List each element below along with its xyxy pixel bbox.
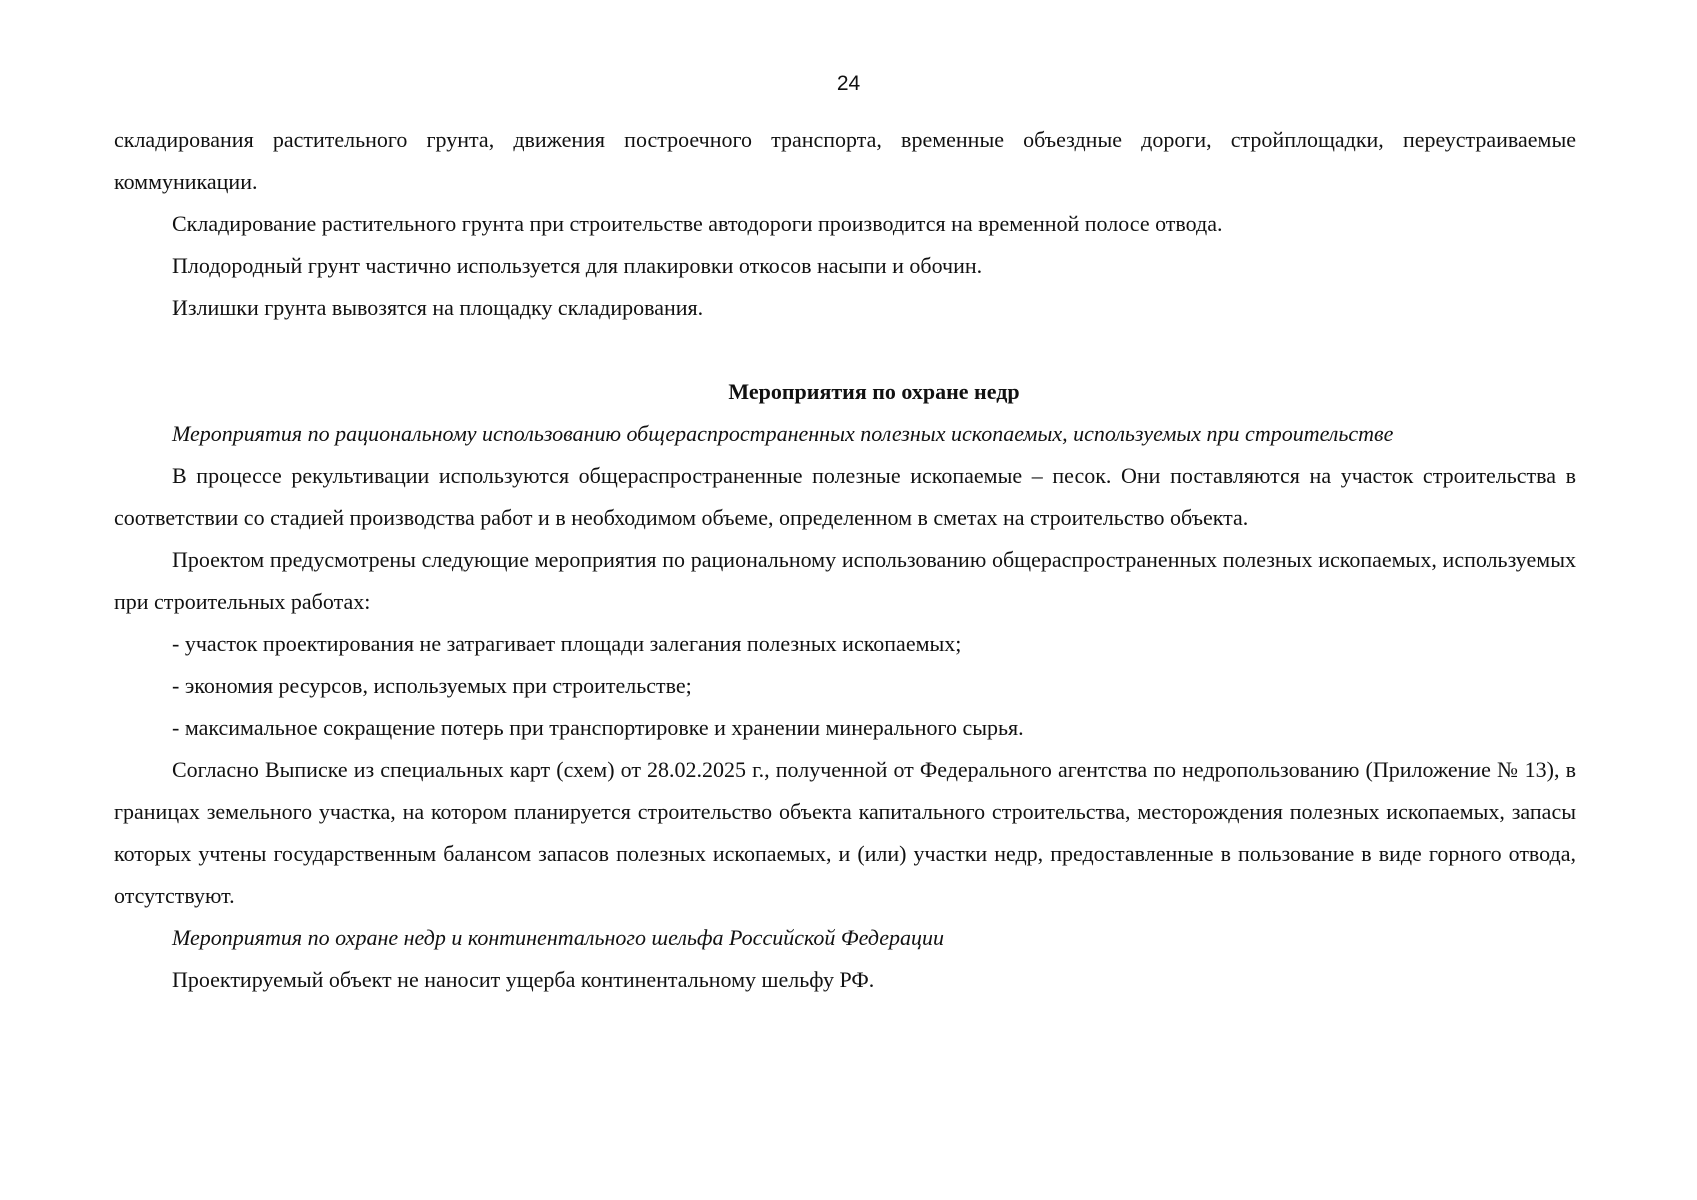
paragraph-shelf: Проектируемый объект не наносит ущерба континентальному шельфу РФ. bbox=[172, 967, 875, 992]
paragraph-fertile-soil: Плодородный грунт частично используется для плакировки откосов насыпи и обочин. bbox=[172, 253, 983, 278]
paragraph-excess-soil: Излишки грунта вывозятся на площадку складирования. bbox=[172, 295, 704, 320]
list-item: - экономия ресурсов, используемых при строительстве; bbox=[172, 673, 692, 698]
paragraph-extract: Согласно Выписке из специальных карт (схем) от 28.02.2025 г., полученной от Федерального агентства по недропользованию (Приложение № 13), в границах земельного участка, на котором планируется строительство объекта капитального строительства, месторождения полезных ископаемых, запасы которых учтены государственным балансом запасов полезных ископаемых, и (или) участки недр, предоставленные в пользование в виде горного отвода, отсутствуют. bbox=[114, 757, 1576, 908]
section-heading: Мероприятия по охране недр bbox=[728, 379, 1020, 404]
section-spacer bbox=[114, 329, 1576, 371]
paragraph-continuation: складирования растительного грунта, движения построечного транспорта, временные объездные дороги, стройплощадки, переустраиваемые коммуникации. bbox=[114, 127, 1576, 194]
paragraph-recultivation: В процессе рекультивации используются общераспространенные полезные ископаемые – песок. Они поставляются на участок строительства в соответствии со стадией производства работ и в необходимом объеме, определенном в сметах на строительство объекта. bbox=[114, 463, 1576, 530]
paragraph-measures-intro: Проектом предусмотрены следующие мероприятия по рациональному использованию общераспространенных полезных ископаемых, используемых при строительных работах: bbox=[114, 547, 1576, 614]
page-number: 24 bbox=[836, 72, 861, 95]
list-item: - максимальное сокращение потерь при транспортировке и хранении минерального сырья. bbox=[172, 715, 1024, 740]
paragraph-soil-storage: Складирование растительного грунта при строительстве автодороги производится на временной полосе отвода. bbox=[172, 211, 1223, 236]
subheading-rational-use: Мероприятия по рациональному использованию общераспространенных полезных ископаемых, используемых при строительстве bbox=[172, 421, 1394, 446]
list-item: - участок проектирования не затрагивает площади залегания полезных ископаемых; bbox=[172, 631, 962, 656]
document-body bbox=[114, 119, 1576, 1001]
subheading-shelf-protection: Мероприятия по охране недр и континентального шельфа Российской Федерации bbox=[172, 925, 944, 950]
